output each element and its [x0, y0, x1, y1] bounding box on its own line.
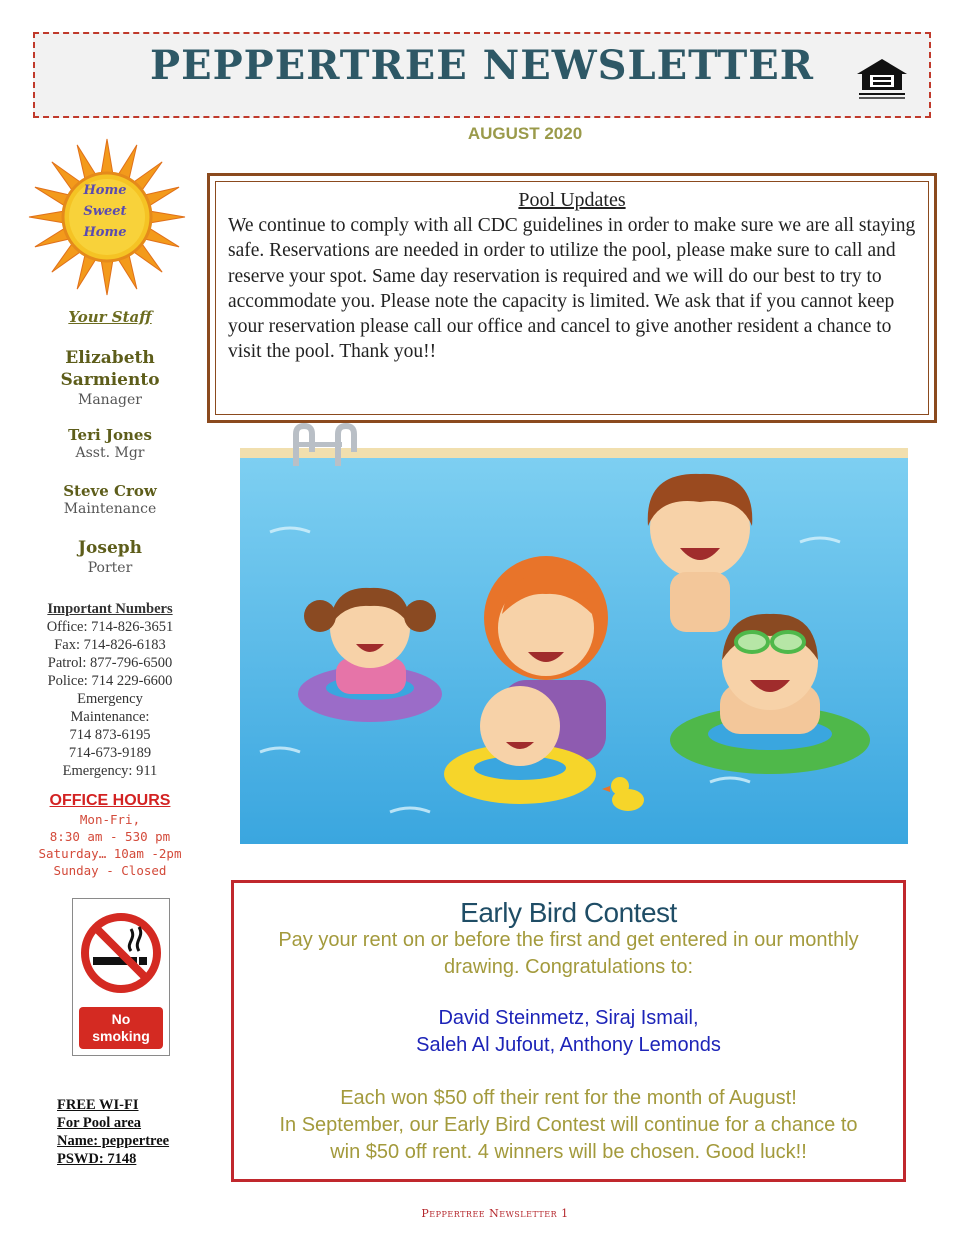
office-hours-line: Sunday - Closed	[53, 863, 167, 878]
staff-name: Teri Jones	[68, 426, 152, 444]
number-line: Maintenance:	[70, 709, 150, 725]
pool-updates-body: We continue to comply with all CDC guidelines in order to make sure we are all staying safe. Reservations are needed in order to utilize the pool, please make sure to call and reserve your spot. Same day reservation is required and we will do our best to try to accommodate you. Please note the capacity is limited. We ask that if you cannot keep your reservation please call our office and cancel to give another resident a chance to visit the pool. Thank you!!	[228, 215, 916, 363]
office-hours-line: Mon-Fri,	[79, 812, 141, 827]
staff-role: Porter	[87, 560, 133, 576]
office-hours	[30, 791, 190, 879]
sun-ray	[149, 211, 185, 223]
contest-intro	[244, 927, 893, 981]
home-sweet-home-label	[60, 180, 150, 243]
staff-name: Elizabeth Sarmiento	[60, 348, 160, 390]
staff-name: Joseph	[77, 538, 142, 558]
contest-outro	[244, 1085, 893, 1166]
contest-outro-line: win $50 off rent. 4 winners will be chosen. Good luck!!	[330, 1141, 807, 1163]
contest-intro-line: Pay your rent on or before the first and get entered in our monthly	[278, 929, 859, 951]
newsletter-title: PEPPERTREE NEWSLETTER	[150, 42, 814, 89]
number-line: Police: 714 229-6600	[47, 673, 173, 689]
staff-name: Steve Crow	[63, 482, 157, 500]
contest-winners-line: Saleh Al Jufout, Anthony Lemonds	[416, 1034, 721, 1056]
no-smoking-label: No smoking	[92, 1011, 150, 1044]
staff-sidebar	[30, 305, 190, 577]
number-line: 714-673-9189	[68, 745, 152, 761]
masthead	[33, 32, 931, 118]
sun-ray	[101, 139, 113, 175]
important-numbers-heading: Important Numbers	[47, 601, 173, 617]
pool-updates-title: Pool Updates	[518, 189, 626, 211]
office-hours-heading: OFFICE HOURS	[49, 792, 171, 809]
wifi-line: For Pool area	[57, 1115, 142, 1131]
wifi-line: FREE WI-FI	[57, 1097, 139, 1113]
pool-updates-box	[207, 173, 937, 423]
wifi-info	[57, 1096, 217, 1168]
office-hours-line: Saturday… 10am -2pm	[38, 846, 182, 861]
contest-outro-line: Each won $50 off their rent for the month of August!	[340, 1087, 797, 1109]
contest-intro-line: drawing. Congratulations to:	[443, 956, 694, 978]
equal-housing-opportunity-icon	[853, 56, 911, 104]
early-bird-contest-box	[231, 880, 906, 1182]
sun-line: Sweet	[83, 204, 127, 219]
important-numbers	[30, 600, 190, 780]
issue-date: AUGUST 2020	[467, 124, 583, 143]
contest-winners	[244, 1005, 893, 1059]
number-line: Patrol: 877-796-6500	[47, 655, 173, 671]
contest-title: Early Bird Contest	[460, 897, 677, 928]
number-line: Emergency: 911	[62, 763, 158, 779]
page-footer: Peppertree Newsletter 1	[421, 1207, 569, 1220]
no-smoking-sign	[72, 898, 170, 1056]
number-line: Emergency	[77, 691, 143, 707]
office-hours-line: 8:30 am - 530 pm	[49, 829, 171, 844]
wifi-line: Name: peppertree	[57, 1133, 170, 1149]
contest-outro-line: In September, our Early Bird Contest will continue for a chance to	[279, 1114, 858, 1136]
sun-line: Home	[83, 225, 127, 240]
number-line: Fax: 714-826-6183	[54, 637, 166, 653]
sun-ray	[101, 259, 113, 295]
staff-role: Maintenance	[63, 501, 157, 517]
number-line: Office: 714-826-3651	[46, 619, 174, 635]
number-line: 714 873-6195	[69, 727, 151, 743]
wifi-line: PSWD: 7148	[57, 1151, 137, 1167]
staff-role: Asst. Mgr	[75, 445, 145, 461]
staff-role: Manager	[78, 392, 142, 408]
family-swimming-pool-illustration	[240, 422, 908, 844]
contest-winners-line: David Steinmetz, Siraj Ismail,	[438, 1007, 699, 1029]
staff-heading: Your Staff	[68, 308, 152, 326]
sun-line: Home	[83, 183, 127, 198]
